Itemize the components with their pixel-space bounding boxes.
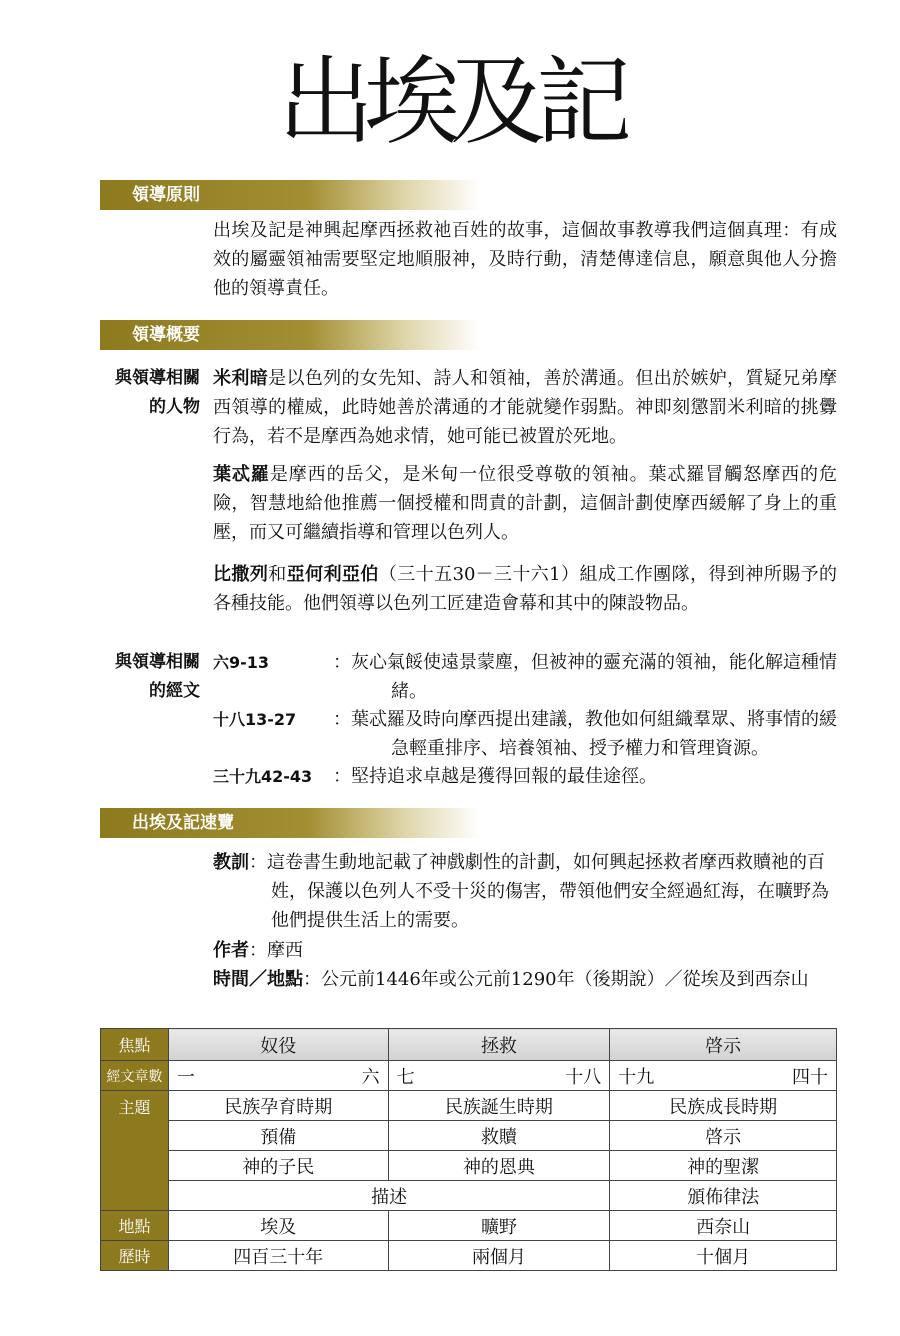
lesson-label: 教訓 — [213, 852, 249, 873]
verse-ref: 十八13-27 — [213, 710, 297, 729]
verse-row — [213, 648, 837, 706]
section-heading-summary: 領導概要 — [100, 320, 480, 350]
row-head: 經文章數 — [101, 1061, 169, 1091]
table-row — [101, 1061, 837, 1091]
time-row — [213, 965, 837, 994]
table-cell: 四百三十年 — [168, 1241, 388, 1271]
lesson-row — [213, 848, 837, 935]
person-name: 米利暗 — [213, 368, 269, 389]
row-head: 焦點 — [101, 1029, 169, 1061]
table-cell: 奴役 — [168, 1029, 388, 1061]
person-paragraph — [213, 460, 837, 547]
table-row — [101, 1091, 837, 1121]
verse-row — [213, 762, 837, 791]
table-row — [101, 1181, 837, 1211]
verse-text: ：堅持追求卓越是獲得回報的最佳途徑。 — [333, 766, 657, 787]
table-cell: 啓示 — [610, 1121, 837, 1151]
table-cell: 民族孕育時期 — [168, 1091, 388, 1121]
row-head: 主題 — [101, 1091, 169, 1211]
table-cell: 救贖 — [388, 1121, 610, 1151]
lesson-text: ：這卷書生動地記載了神戲劇性的計劃，如何興起拯救者摩西救贖祂的百姓，保護以色列人不受十災的傷害，帶領他們安全經過紅海，在曠野為他們提供生活上的需要。 — [249, 852, 829, 931]
verses-label: 與領導相關 的經文 — [115, 652, 200, 701]
table-cell: 曠野 — [388, 1211, 610, 1241]
table-row — [101, 1211, 837, 1241]
table-row — [101, 1029, 837, 1061]
table-cell: 描述 — [168, 1181, 609, 1211]
table-cell: 神的聖潔 — [610, 1151, 837, 1181]
person-text: （三十五30－三十六1）組成工作團隊，得到神所賜予的各種技能。他們領導以色列工匠建造會幕和其中的陳設物品。 — [213, 564, 838, 614]
person-paragraph — [213, 560, 837, 618]
table-row — [101, 1151, 837, 1181]
table-cell: 啓示 — [610, 1029, 837, 1061]
table-cell: 七 十八 — [388, 1061, 610, 1091]
person-paragraph — [213, 364, 837, 451]
table-row — [101, 1121, 837, 1151]
verse-text: ：葉忒羅及時向摩西提出建議，教他如何組織羣眾、將事情的緩急輕重排序、培養領袖、授予權力和管理資源。 — [333, 709, 837, 759]
person-joiner: 和 — [268, 564, 287, 585]
section-heading-principle: 領導原則 — [100, 180, 480, 210]
verse-ref: 六9-13 — [213, 653, 270, 672]
person-name: 葉忒羅 — [213, 464, 270, 485]
table-cell: 西奈山 — [610, 1211, 837, 1241]
table-cell: 十九 四十 — [610, 1061, 837, 1091]
person-text: 是摩西的岳父，是米甸一位很受尊敬的領袖。葉忒羅冒觸怒摩西的危險，智慧地給他推薦一個授權和問責的計劃，這個計劃使摩西緩解了身上的重壓，而又可繼續指導和管理以色列人。 — [213, 464, 837, 543]
person-name: 亞何利亞伯 — [286, 564, 379, 585]
person-name: 比撒列 — [213, 564, 269, 585]
row-head: 歷時 — [101, 1241, 169, 1271]
table-cell: 民族成長時期 — [610, 1091, 837, 1121]
principle-text: 出埃及記是神興起摩西拯救祂百姓的故事，這個故事教導我們這個真理：有成效的屬靈領袖需要堅定地順服神，及時行動，清楚傳達信息，願意與他人分擔他的領導責任。 — [213, 220, 837, 299]
verse-ref: 三十九42-43 — [213, 767, 313, 786]
verse-text: ：灰心氣餒使遠景蒙塵，但被神的靈充滿的領袖，能化解這種情緒。 — [333, 652, 837, 702]
row-head: 地點 — [101, 1211, 169, 1241]
person-text: 是以色列的女先知、詩人和領袖，善於溝通。但出於嫉妒，質疑兄弟摩西領導的權威，此時她善於溝通的才能就變作弱點。神即刻懲罰米利暗的挑釁行為，若不是摩西為她求情，她可能已被置於死地。 — [213, 368, 837, 447]
table-cell: 拯救 — [388, 1029, 610, 1061]
author-row — [213, 936, 837, 965]
people-label: 與領導相關 的人物 — [115, 368, 200, 417]
table-cell: 埃及 — [168, 1211, 388, 1241]
time-label: 時間／地點 — [213, 969, 303, 990]
overview-table — [100, 1028, 837, 1271]
table-cell: 一 六 — [168, 1061, 388, 1091]
page-title: 出埃及記 — [278, 46, 622, 158]
section-heading-overview: 出埃及記速覽 — [100, 808, 480, 838]
table-cell: 頒佈律法 — [610, 1181, 837, 1211]
table-cell: 民族誕生時期 — [388, 1091, 610, 1121]
table-cell: 神的子民 — [168, 1151, 388, 1181]
table-cell: 預備 — [168, 1121, 388, 1151]
table-cell: 十個月 — [610, 1241, 837, 1271]
verse-row — [213, 705, 837, 763]
author-text: ：摩西 — [249, 940, 303, 961]
table-cell: 神的恩典 — [388, 1151, 610, 1181]
table-cell: 兩個月 — [388, 1241, 610, 1271]
author-label: 作者 — [213, 940, 249, 961]
time-text: ：公元前1446年或公元前1290年（後期說）／從埃及到西奈山 — [303, 969, 809, 990]
table-row — [101, 1241, 837, 1271]
